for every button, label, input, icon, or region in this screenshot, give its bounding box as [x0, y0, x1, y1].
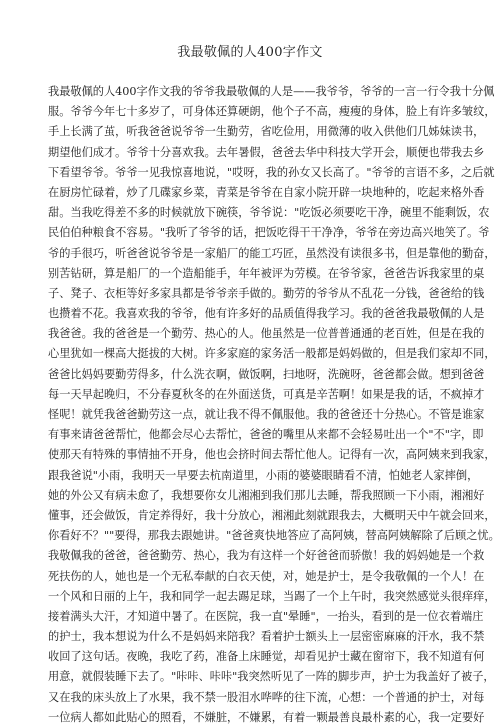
paragraph-line: 心里犹如一棵高大挺拔的大树。许多家庭的家务活一般都是妈妈做的，但是我们家却不同， — [48, 347, 496, 361]
paragraph-line: 的护士，我本想说为什么不是妈妈来陪我？看着护士额头上一层密密麻麻的汗水，我不禁 — [48, 630, 485, 644]
paragraph-line: 懂事，还会做饭，肯定养得好，我十分放心，湘湘此刻就跟我去，大概明天中午就会回来， — [48, 508, 496, 522]
paragraph-line: 每一天早起晚归，不分春夏秋冬的在外面送货，可真是辛苦啊！如果是我的话，不疯掉才 — [48, 387, 485, 401]
paragraph-line: 爷的手很巧，听爸爸说爷爷是一家船厂的能工巧匠，虽然没有读很多书，但是靠他的勤奋， — [48, 246, 496, 260]
paragraph-line: 收回了这句话。夜晚，我吃了药，准备上床睡觉，却看见护士藏在窗帘下，我不知道有何 — [48, 650, 485, 664]
paragraph-line: 有事来请爸爸帮忙，他都会尽心去帮忙，爸爸的嘴里从来都不会轻易吐出一个"不"字，即 — [48, 428, 484, 442]
paragraph-line: 下看望爷爷。爷爷一见我惊喜地说，"哎呀，我的孙女又长高了。"爷爷的言语不多，之后就 — [48, 165, 495, 179]
paragraph-line: 服。爷爷今年七十多岁了，可身体还算硬朗，他个子不高，瘦瘦的身体，脸上有许多皱纹， — [48, 105, 496, 119]
paragraph-line: 用意，就假装睡下去了。"咔咔、咔咔"我突然听见了一阵的脚步声，护士为我盖好了被子， — [48, 670, 495, 684]
paragraph-line: 我敬佩我的爸爸，爸爸勤劳、热心，我为有这样一个好爸爸而骄傲！我的妈妈她是一个救 — [48, 549, 485, 563]
document-title: 我最敬佩的人400字作文 — [177, 45, 323, 60]
paragraph-line: 手上长满了茧，听我爸爸说爷爷一生勤劳，省吃俭用，用微薄的收入供他们几姊妹读书， — [48, 125, 485, 139]
paragraph-line: 一位病人都如此贴心的照看，不嫌脏，不嫌累，有着一颗最善良最朴素的心，我一定要好 — [48, 710, 485, 724]
paragraph-line: 在厨房忙碌着，炒了几碟家乡菜，青菜是爷爷在自家小院开辟一块地种的，吃起来格外香 — [48, 185, 485, 199]
paragraph-line: 你看好不？""要得，那我去跟她讲。"爸爸爽快地答应了高阿姨，替高阿姨解除了后顾之忧。 — [48, 529, 500, 543]
paragraph-line: 一个风和日丽的上午，我和同学一起去踢足球，当踢了一个上午时，我突然感觉头很痒痒， — [48, 589, 496, 603]
paragraph-line: 我爸爸。我的爸爸是一个勤劳、热心的人。他虽然是一位普普通通的老百姓，但是在我的 — [48, 327, 485, 341]
paragraph-line: 也攒着不花。我喜欢我的爷爷，他有许多好的品质值得我学习。我的爸爸我最敬佩的人是 — [48, 307, 485, 321]
paragraph-line: 民伯伯种粮食不容易。"我听了爷爷的话，把饭吃得干干净净，爷爷在旁边高兴地笑了。爷 — [48, 226, 490, 240]
paragraph-line: 爸爸比妈妈要勤劳得多，什么洗衣啊，做饭啊，扫地呀，洗碗呀，爸爸都会做。想到爸爸 — [48, 367, 485, 381]
paragraph-line: 使那天有特殊的事情抽不开身，他也会挤时间去帮忙他人。记得有一次，高阿姨来到我家， — [48, 448, 496, 462]
paragraph-line: 她的外公又有病未愈了，我想要你女儿湘湘到我们那儿去睡，帮我照顾一下小雨，湘湘好 — [48, 488, 485, 502]
document-body — [48, 82, 500, 728]
paragraph-line: 跟我爸说"小雨，我明天一早要去杭南道里，小雨的婆婆眼睛看不清，怕她老人家摔倒， — [48, 468, 479, 482]
paragraph-line: 怪呢！就凭我爸爸勤劳这一点，就让我不得不佩服他。我的爸爸还十分热心。不管是谁家 — [48, 408, 485, 421]
paragraph-line: 接着满头大汗，才知道中暑了。在医院，我一直"晕睡"，一抬头，看到的是一位衣着端庄 — [48, 609, 484, 623]
paragraph-line: 甜。当我吃得差不多的时候就放下碗筷，爷爷说："吃饭必须要吃干净，碗里不能剩饭，农 — [48, 206, 490, 220]
paragraph-line: 死扶伤的人，她也是一个无私奉献的白衣天使，对，她是护士，是令我敬佩的一个人！在 — [48, 569, 485, 583]
paragraph-line: 期望他们成才。爷爷十分喜欢我。去年暑假，爸爸去华中科技大学开会，顺便也带我去乡 — [48, 145, 485, 159]
paragraph-line: 别苦钻研，算是船厂的一个造船能手，年年被评为劳模。在爷爷家，爸爸告诉我家里的桌 — [48, 266, 485, 280]
paragraph-line: 又在我的床头放上了水果，我不禁一股泪水哗哗的往下流，心想：一个普通的护士，对每 — [48, 690, 485, 704]
paragraph-line: 子、凳子、衣柜等好多家具都是爷爷亲手做的。勤劳的爷爷从不乱花一分钱，爸爸给的钱 — [48, 286, 485, 300]
paragraph-line: 我最敬佩的人400字作文我的爷爷我最敬佩的人是——我爷爷，爷爷的一言一行令我十分佩 — [48, 85, 495, 98]
